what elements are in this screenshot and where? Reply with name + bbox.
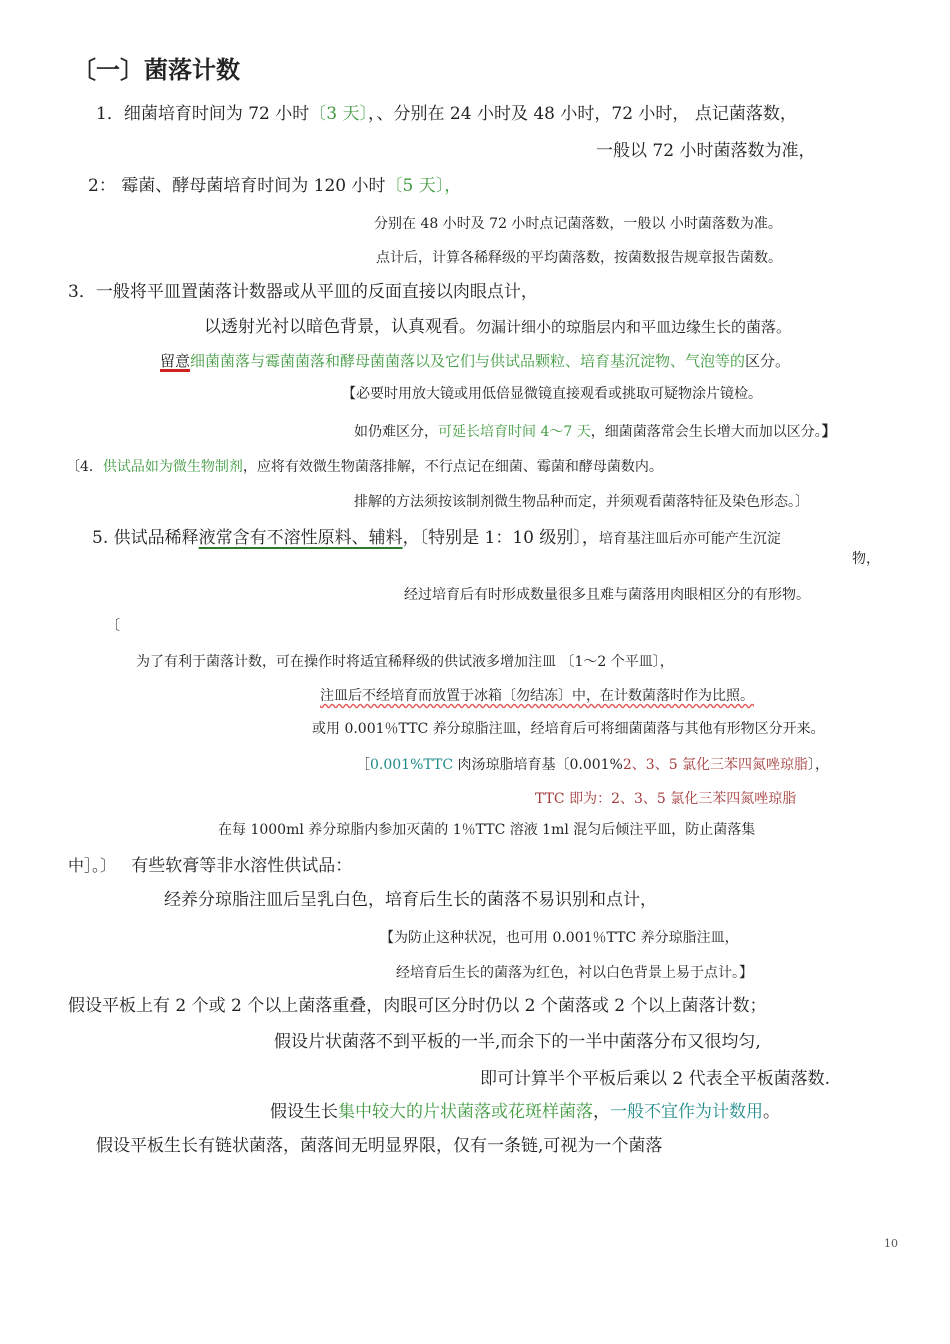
text: 区分。 bbox=[745, 352, 791, 370]
para-3-line-3 bbox=[160, 352, 790, 370]
underlined-text: 留意 bbox=[160, 352, 191, 370]
para-9-line bbox=[270, 1102, 780, 1122]
para-6-line-5: TTC 即为：2、3、5 氯化三苯四氮唑琼脂 bbox=[535, 791, 797, 807]
para-2-line-3: 点计后，计算各稀释级的平均菌落数，按菌数报告规章报告菌数。 bbox=[376, 250, 782, 266]
highlight-green: 〔3 天〕 bbox=[309, 104, 368, 124]
text: 以透射光衬以暗色背景，认真观看。 bbox=[204, 317, 476, 337]
text: ，应将有效微生物菌落排解，不行点记在细菌、霉菌和酵母菌数内。 bbox=[242, 459, 663, 475]
underlined-text: 液常含有不溶性原料、辅料 bbox=[198, 528, 403, 548]
para-6-line-3: 或用 0.001％TTC 养分琼脂注皿，经培育后可将细菌菌落与其他有形物区分开来。 bbox=[312, 721, 825, 737]
highlight-green: 细菌菌落与霉菌菌落和酵母菌菌落以及它们与供试品颗粒、培育基沉淀物、气泡等的 bbox=[190, 352, 746, 370]
text: 假设生长 bbox=[270, 1102, 338, 1122]
highlight-teal: 0.001%TTC bbox=[370, 757, 454, 773]
para-6-line-4 bbox=[356, 757, 829, 774]
para-4-line bbox=[66, 459, 663, 476]
highlight-teal: 一般不宜作为计数用 bbox=[610, 1102, 763, 1122]
para-1-line bbox=[96, 104, 797, 124]
para-8-line: 假设平板上有 2 个或 2 个以上菌落重叠，肉眼可区分时仍以 2 个菌落或 2 个以上菌落计数； bbox=[68, 996, 767, 1016]
text: ，细菌菌落常会生长增大而加以区分。 bbox=[590, 424, 822, 440]
bracket: 】 bbox=[821, 424, 836, 440]
para-6-line-6: 在每 1000ml 养分琼脂内参加灭菌的 1％TTC 溶液 1ml 混匀后倾注平皿，防止菌落集 bbox=[218, 822, 756, 838]
text: ［ bbox=[356, 757, 370, 773]
para-7-line bbox=[68, 856, 352, 876]
text: 2： 霉菌、酵母菌培育时间为 120 小时 bbox=[88, 176, 386, 196]
para-4-line-2: 排解的方法须按该制剂微生物品种而定，并须观看菌落特征及染色形态。〕 bbox=[354, 494, 809, 510]
para-7-line-3: 【为防止这种状况，也可用 0.001％TTC 养分琼脂注皿， bbox=[380, 930, 739, 946]
bracket-open: 〔 bbox=[106, 618, 120, 634]
text: 勿漏计细小的琼脂层内和平皿边缘生长的菌落。 bbox=[476, 318, 792, 336]
para-3-line-2 bbox=[204, 317, 791, 337]
text: 〕， bbox=[808, 757, 830, 773]
para-5-line-2: 经过培育后有时形成数量很多且难与菌落用肉眼相区分的有形物。 bbox=[404, 587, 810, 603]
text: 有些软膏等非水溶性供试品： bbox=[131, 856, 353, 876]
text: 。 bbox=[763, 1102, 780, 1122]
para-6-line-2: 注皿后不经培育而放置于冰箱〔勿结冻〕中，在计数菌落时作为比照。 bbox=[320, 688, 754, 704]
highlight-green: 可延长培育时间 4～7 天 bbox=[438, 424, 591, 440]
text: ，〔特别是 1：10 级别〕， bbox=[402, 528, 599, 548]
para-3-line-5 bbox=[354, 424, 836, 441]
para-10-line: 假设平板生长有链状菌落，菌落间无明显界限，仅有一条链,可视为一个菌落 bbox=[96, 1136, 663, 1156]
section-heading: 〔一〕菌落计数 bbox=[72, 56, 240, 84]
text: 1．细菌培育时间为 72 小时 bbox=[96, 104, 310, 124]
para-8-line-2: 假设片状菌落不到平板的一半,而余下的一半中菌落分布又很均匀, bbox=[274, 1032, 761, 1052]
text: ，、分别在 24 小时及 48 小时，72 小时， 点记菌落数， bbox=[368, 104, 797, 124]
highlight-green: 集中较大的片状菌落或花斑样菌落 bbox=[338, 1102, 593, 1122]
text: 5. 供试品稀释 bbox=[92, 528, 199, 548]
para-2-line-2: 分别在 48 小时及 72 小时点记菌落数，一般以 小时菌落数为准。 bbox=[374, 216, 782, 232]
highlight-green: 供试品如为微生物制剂 bbox=[102, 459, 243, 475]
text: 肉汤琼脂培育基〔0.001% bbox=[453, 757, 623, 773]
page-number: 10 bbox=[884, 1237, 898, 1250]
para-6-line: 为了有利于菌落计数，可在操作时将适宜稀释级的供试液多增加注皿 〔1～2 个平皿〕， bbox=[136, 654, 674, 670]
text: 中］。〕 bbox=[68, 856, 117, 875]
para-3-line: 3．一般将平皿置菌落计数器或从平皿的反面直接以肉眼点计， bbox=[68, 282, 538, 302]
highlight-red: 2、3、5 氯化三苯四氮唑琼脂 bbox=[622, 757, 809, 773]
para-2-line bbox=[88, 176, 461, 196]
highlight-green: 〔5 天〕， bbox=[385, 176, 462, 196]
para-8-line-3: 即可计算半个平板后乘以 2 代表全平板菌落数. bbox=[480, 1069, 831, 1089]
para-7-line-4: 经培育后生长的菌落为红色，衬以白色背景上易于点计。】 bbox=[396, 965, 753, 981]
text: 如仍难区分， bbox=[354, 424, 438, 440]
para-5-line-wrap: 物， bbox=[852, 551, 880, 567]
para-5-line bbox=[92, 528, 781, 548]
text: 〔4． bbox=[66, 459, 103, 475]
text: ， bbox=[593, 1102, 610, 1122]
text: 培育基注皿后亦可能产生沉淀 bbox=[598, 531, 781, 547]
para-1-line-2: 一般以 72 小时菌落数为准， bbox=[596, 141, 816, 161]
para-7-line-2: 经养分琼脂注皿后呈乳白色，培育后生长的菌落不易识别和点计， bbox=[164, 890, 657, 910]
para-3-line-4: 【必要时用放大镜或用低倍显微镜直接观看或挑取可疑物涂片镜检。 bbox=[342, 386, 762, 402]
